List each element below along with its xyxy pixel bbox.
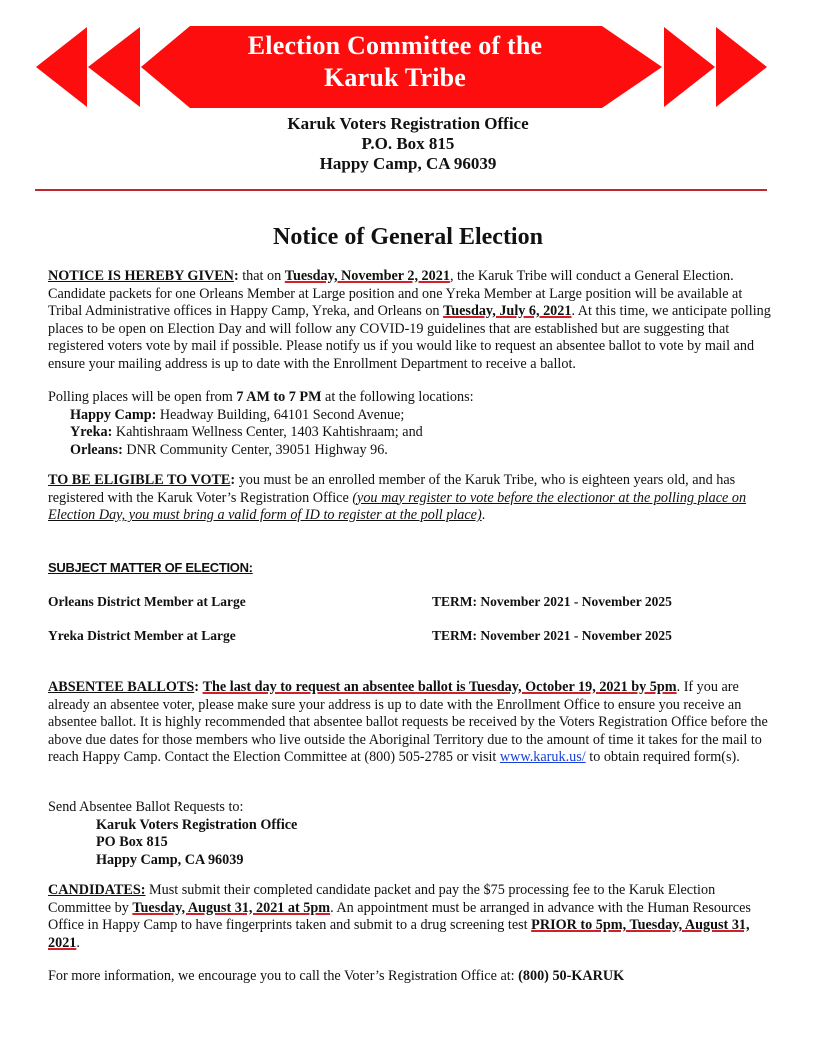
eligibility-end: . [481, 507, 486, 524]
polling-location [48, 442, 778, 460]
location-detail: Kahtishraam Wellness Center, 1403 Kahtishraam; and [112, 424, 423, 441]
karuk-website-link[interactable]: www.karuk.us/ [499, 749, 586, 766]
packet-date: Tuesday, July 6, 2021 [443, 303, 572, 320]
send-to-section [48, 799, 778, 869]
candidates-text: Must submit their completed candidate packet and pay the $75 processing fee to the Karuk Election Committee by [48, 882, 716, 916]
position-name: Orleans District Member at Large [48, 594, 246, 609]
candidates-section [48, 882, 778, 952]
eligibility-section [48, 472, 778, 525]
send-to-city: Happy Camp, CA 96039 [96, 851, 244, 868]
location-detail: Headway Building, 64101 Second Avenue; [156, 406, 405, 423]
send-to-office: Karuk Voters Registration Office [96, 816, 298, 833]
polling-intro: at the following locations: [321, 389, 474, 405]
position-name: Yreka District Member at Large [48, 628, 236, 643]
polling-location [48, 407, 778, 425]
absentee-text: . If you are already an absentee voter, please make sure your address is up to date with the Enrollment Office to ensure you receive an absentee ballot. It is highly recommended that absentee ballot requests be received by the Voters Registration Office before the above due dates for those members who live outside the Aboriginal Territory due to the amount of time it takes for the mail to reach Happy Camp. Contact the Election Committee at (800) 505-2785 or visit [48, 679, 768, 766]
subject-matter-label: SUBJECT MATTER OF ELECTION: [48, 560, 253, 575]
absentee-colon: : [194, 679, 200, 695]
candidates-end: . [76, 934, 80, 951]
notice-text: that on [238, 268, 285, 284]
eligibility-colon: : [230, 472, 236, 488]
absentee-section [48, 679, 778, 767]
office-name: Karuk Voters Registration Office [287, 114, 529, 133]
location-detail: DNR Community Center, 39051 Highway 96. [122, 441, 388, 458]
notice-section [48, 268, 778, 374]
notice-text: . At this time, we anticipate polling places to be open on Election Day and will follow any COVID-19 guidelines that are established but are suggesting that registered voters vote by mail if possible. Please notify us if you would like to request an absentee ballot to vote by mail and ensure your mailing address is up to date with the Enrollment Department to receive a ballot. [48, 303, 771, 372]
notice-label: NOTICE IS HEREBY GIVEN [48, 268, 234, 284]
page-title: Notice of General Election [273, 224, 543, 250]
polling-section [48, 389, 778, 459]
election-date: Tuesday, November 2, 2021 [284, 268, 450, 284]
office-city: Happy Camp, CA 96039 [319, 154, 497, 173]
eligibility-note: (you may register to vote before the electionor at the polling place on Election Day, you must bring a valid form of ID to register at the poll place) [48, 489, 747, 524]
eligibility-label: TO BE ELIGIBLE TO VOTE [48, 472, 231, 488]
absentee-text: to obtain required form(s). [585, 749, 740, 766]
position-row [48, 594, 748, 610]
position-term: TERM: November 2021 - November 2025 [432, 594, 672, 609]
subject-matter-section [48, 559, 778, 578]
footer-section [48, 968, 778, 986]
divider [35, 189, 767, 191]
notice-colon: : [233, 268, 239, 284]
double-right-arrow-icon [664, 27, 767, 107]
polling-intro: Polling places will be open from [48, 389, 237, 405]
location-name: Yreka: [70, 424, 113, 441]
absentee-label: ABSENTEE BALLOTS [48, 679, 195, 695]
eligibility-text: you must be an enrolled member of the Karuk Tribe, who is eighteen years old, and has registered with the Karuk Voter’s Registration Office [48, 472, 736, 506]
polling-hours: 7 AM to 7 PM [236, 389, 322, 405]
screening-deadline: PRIOR to 5pm, Tuesday, August 31, 2021 [48, 917, 750, 951]
send-to-po-box: PO Box 815 [96, 834, 168, 851]
polling-location [48, 424, 778, 442]
double-left-arrow-icon [36, 27, 140, 107]
absentee-deadline: The last day to request an absentee ballot is Tuesday, October 19, 2021 by 5pm [202, 679, 677, 695]
location-name: Happy Camp: [70, 406, 157, 423]
office-po-box: P.O. Box 815 [361, 134, 455, 153]
location-name: Orleans: [70, 441, 123, 458]
candidate-packet-deadline: Tuesday, August 31, 2021 at 5pm [132, 899, 331, 916]
banner-title-line1: Election Committee of the [247, 31, 543, 60]
send-to-intro: Send Absentee Ballot Requests to: [48, 799, 244, 815]
header-banner [0, 0, 816, 115]
candidates-text: . An appointment must be arranged in advance with the Human Resources Office in Happy Camp to have fingerprints taken and submit to a drug screening test [48, 899, 751, 934]
notice-text: , the Karuk Tribe will conduct a General Election. Candidate packets for one Orleans Member at Large position and one Yreka Member at Large position will be available at Tribal Administrative offices in Happy Camp, Yreka, and Orleans on [48, 268, 743, 320]
banner-title [190, 30, 600, 94]
position-row [48, 628, 748, 644]
banner-title-line2: Karuk Tribe [323, 63, 467, 92]
office-address [200, 114, 616, 174]
position-term: TERM: November 2021 - November 2025 [432, 628, 672, 643]
footer-text: For more information, we encourage you to call the Voter’s Registration Office at: [48, 968, 519, 984]
footer-phone: (800) 50-KARUK [518, 968, 625, 984]
candidates-label: CANDIDATES: [48, 882, 146, 898]
